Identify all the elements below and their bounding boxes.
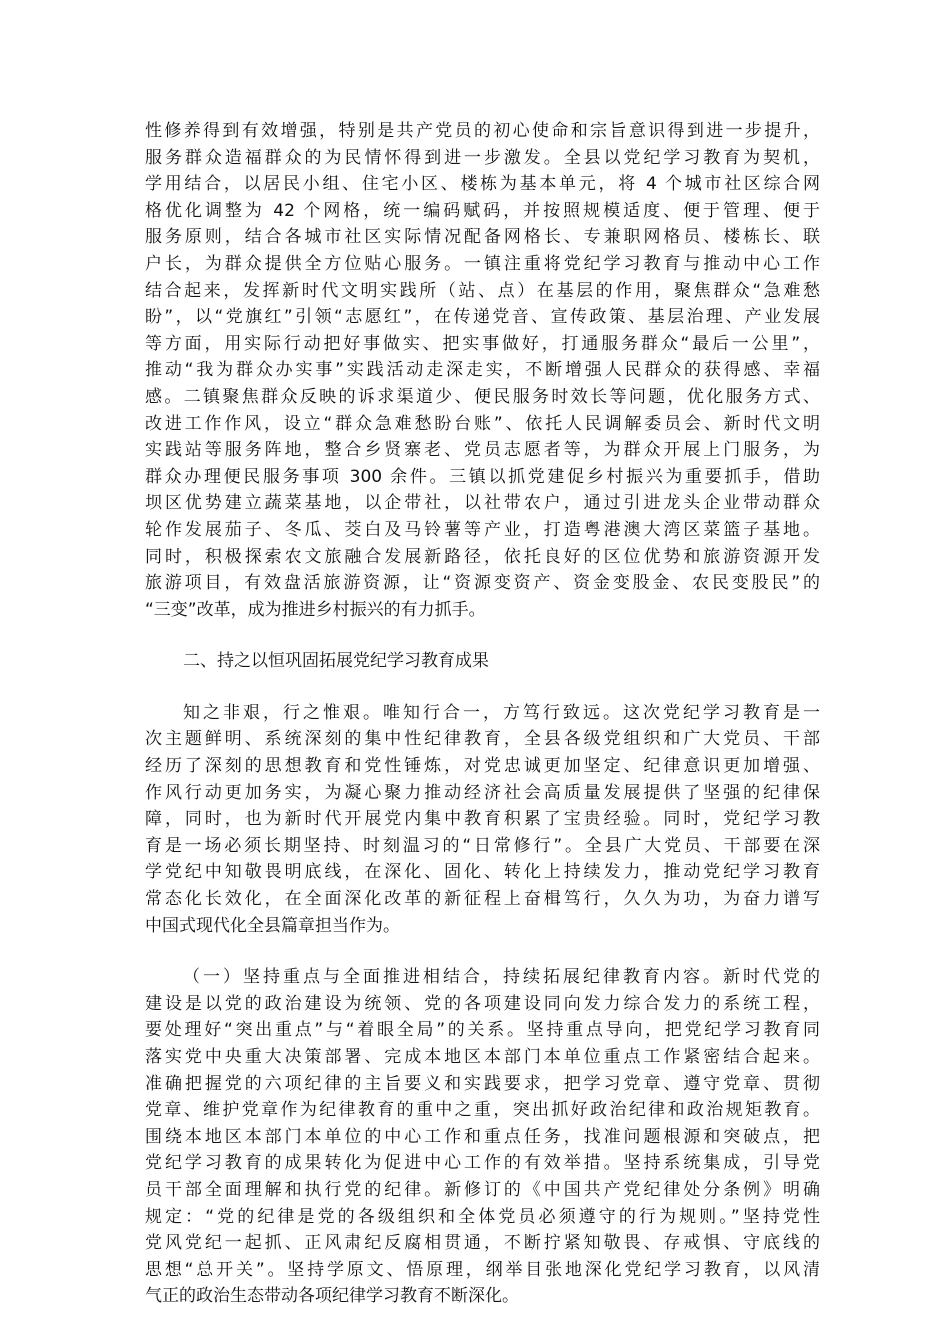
paragraph-spacer	[145, 675, 820, 700]
text-line: 员干部全面理解和执行党的纪律。新修订的《中国共产党纪律处分条例》明确	[145, 1179, 820, 1200]
text-line: 学党纪中知敬畏明底线，在深化、固化、转化上持续发力，推动党纪学习教育	[145, 862, 820, 883]
text-line: （一）坚持重点与全面推进相结合，持续拓展纪律教育内容。新时代党的	[183, 967, 820, 988]
text-line: 轮作发展茄子、冬瓜、茭白及马铃薯等产业，打造粤港澳大湾区菜篮子基地。	[145, 519, 820, 540]
text-line: 旅游项目，有效盘活旅游资源，让“资源变资产、资金变股金、农民变股民”的	[145, 573, 820, 594]
paragraph-2	[145, 700, 820, 939]
text-line: 规定：“党的纪律是党的各级组织和全体党员必须遵守的行为规则。”坚持党性	[145, 1206, 820, 1227]
text-line: 思想“总开关”。坚持学原文、悟原理，纲举目张地深化党纪学习教育，以风清	[145, 1259, 820, 1280]
text-line: 学用结合，以居民小组、住宅小区、楼栋为基本单元，将 4 个城市社区综合网	[145, 174, 820, 195]
text-line: 等方面，用实际行动把好事做实、把实事做好，打通服务群众“最后一公里”，	[145, 333, 820, 354]
document-page	[145, 118, 820, 1310]
text-line: 坝区优势建立蔬菜基地，以企带社，以社带农户，通过引进龙头企业带动群众	[145, 493, 820, 514]
text-line: 感。二镇聚焦群众反映的诉求渠道少、便民服务时效长等问题，优化服务方式、	[145, 386, 820, 407]
text-line: 次主题鲜明、系统深刻的集中性纪律教育，全县各级党组织和广大党员、干部	[145, 729, 820, 750]
text-line: 党章、维护党章作为纪律教育的重中之重，突出抓好政治纪律和政治规矩教育。	[145, 1100, 820, 1121]
text-line: 结合起来，发挥新时代文明实践所（站、点）在基层的作用，聚焦群众“急难愁	[145, 280, 820, 301]
text-line: 服务群众造福群众的为民情怀得到进一步激发。全县以党纪学习教育为契机，	[145, 147, 820, 168]
text-line: 知之非艰，行之惟艰。唯知行合一，方笃行致远。这次党纪学习教育是一	[183, 702, 820, 723]
text-line: 准确把握党的六项纪律的主旨要义和实践要求，把学习党章、遵守党章、贯彻	[145, 1073, 820, 1094]
paragraph-spacer	[145, 939, 820, 964]
text-line: 围绕本地区本部门本单位的中心工作和重点任务，找准问题根源和突破点，把	[145, 1126, 820, 1147]
text-line: 格优化调整为 42 个网格，统一编码赋码，并按照规模适度、便于管理、便于	[145, 200, 820, 221]
text-line: 服务原则，结合各城市社区实际情况配备网格长、专兼职网格员、楼栋长、联	[145, 227, 820, 248]
text-line: 改进工作作风，设立“群众急难愁盼台账”、依托人民调解委员会、新时代文明	[145, 413, 820, 434]
text-line: 常态化长效化，在全面深化改革的新征程上奋楫笃行，久久为功，为奋力谱写	[145, 889, 820, 910]
text-line: 中国式现代化全县篇章担当作为。	[145, 915, 400, 936]
text-line: 障，同时，也为新时代开展党内集中教育积累了宝贵经验。同时，党纪学习教	[145, 809, 820, 830]
text-line: 经历了深刻的思想教育和党性锤炼，对党忠诚更加坚定、纪律意识更加增强、	[145, 756, 820, 777]
text-line: 同时，积极探索农文旅融合发展新路径，依托良好的区位优势和旅游资源开发	[145, 546, 820, 567]
section-heading: 二、持之以恒巩固拓展党纪学习教育成果	[183, 651, 489, 672]
text-line: 育是一场必须长期坚持、时刻温习的“日常修行”。全县广大党员、干部要在深	[145, 835, 820, 856]
text-line: 盼”，以“党旗红”引领“志愿红”，在传递党音、宣传政策、基层治理、产业发展	[145, 307, 820, 328]
text-line: 落实党中央重大决策部署、完成本地区本部门本单位重点工作紧密结合起来。	[145, 1047, 820, 1067]
text-line: 建设是以党的政治建设为统领、党的各项建设同向发力综合发力的系统工程，	[145, 993, 820, 1014]
text-line: 实践站等服务阵地，整合乡贤寨老、党员志愿者等，为群众开展上门服务，为	[145, 440, 820, 461]
paragraph-3	[145, 964, 820, 1310]
text-line: 作风行动更加务实，为凝心聚力推动经济社会高质量发展提供了坚强的纪律保	[145, 782, 820, 803]
text-line: 党风党纪一起抓、正风肃纪反腐相贯通，不断拧紧知敬畏、存戒惧、守底线的	[145, 1233, 820, 1254]
text-line: 推动“我为群众办实事”实践活动走深走实，不断增强人民群众的获得感、幸福	[145, 360, 820, 381]
paragraph-1	[145, 118, 820, 623]
text-line: 党纪学习教育的成果转化为促进中心工作的有效举措。坚持系统集成，引导党	[145, 1153, 820, 1174]
text-line: 户长，为群众提供全方位贴心服务。一镇注重将党纪学习教育与推动中心工作	[145, 253, 820, 274]
text-line: 群众办理便民服务事项 300 余件。三镇以抓党建促乡村振兴为重要抓手，借助	[145, 466, 820, 487]
text-line: 气正的政治生态带动各项纪律学习教育不断深化。	[145, 1286, 519, 1307]
text-line: 要处理好“突出重点”与“着眼全局”的关系。坚持重点导向，把党纪学习教育同	[145, 1020, 820, 1041]
text-line: 性修养得到有效增强，特别是共产党员的初心使命和宗旨意识得到进一步提升，	[145, 121, 820, 141]
text-line: “三变”改革，成为推进乡村振兴的有力抓手。	[145, 599, 486, 620]
paragraph-spacer	[145, 623, 820, 648]
